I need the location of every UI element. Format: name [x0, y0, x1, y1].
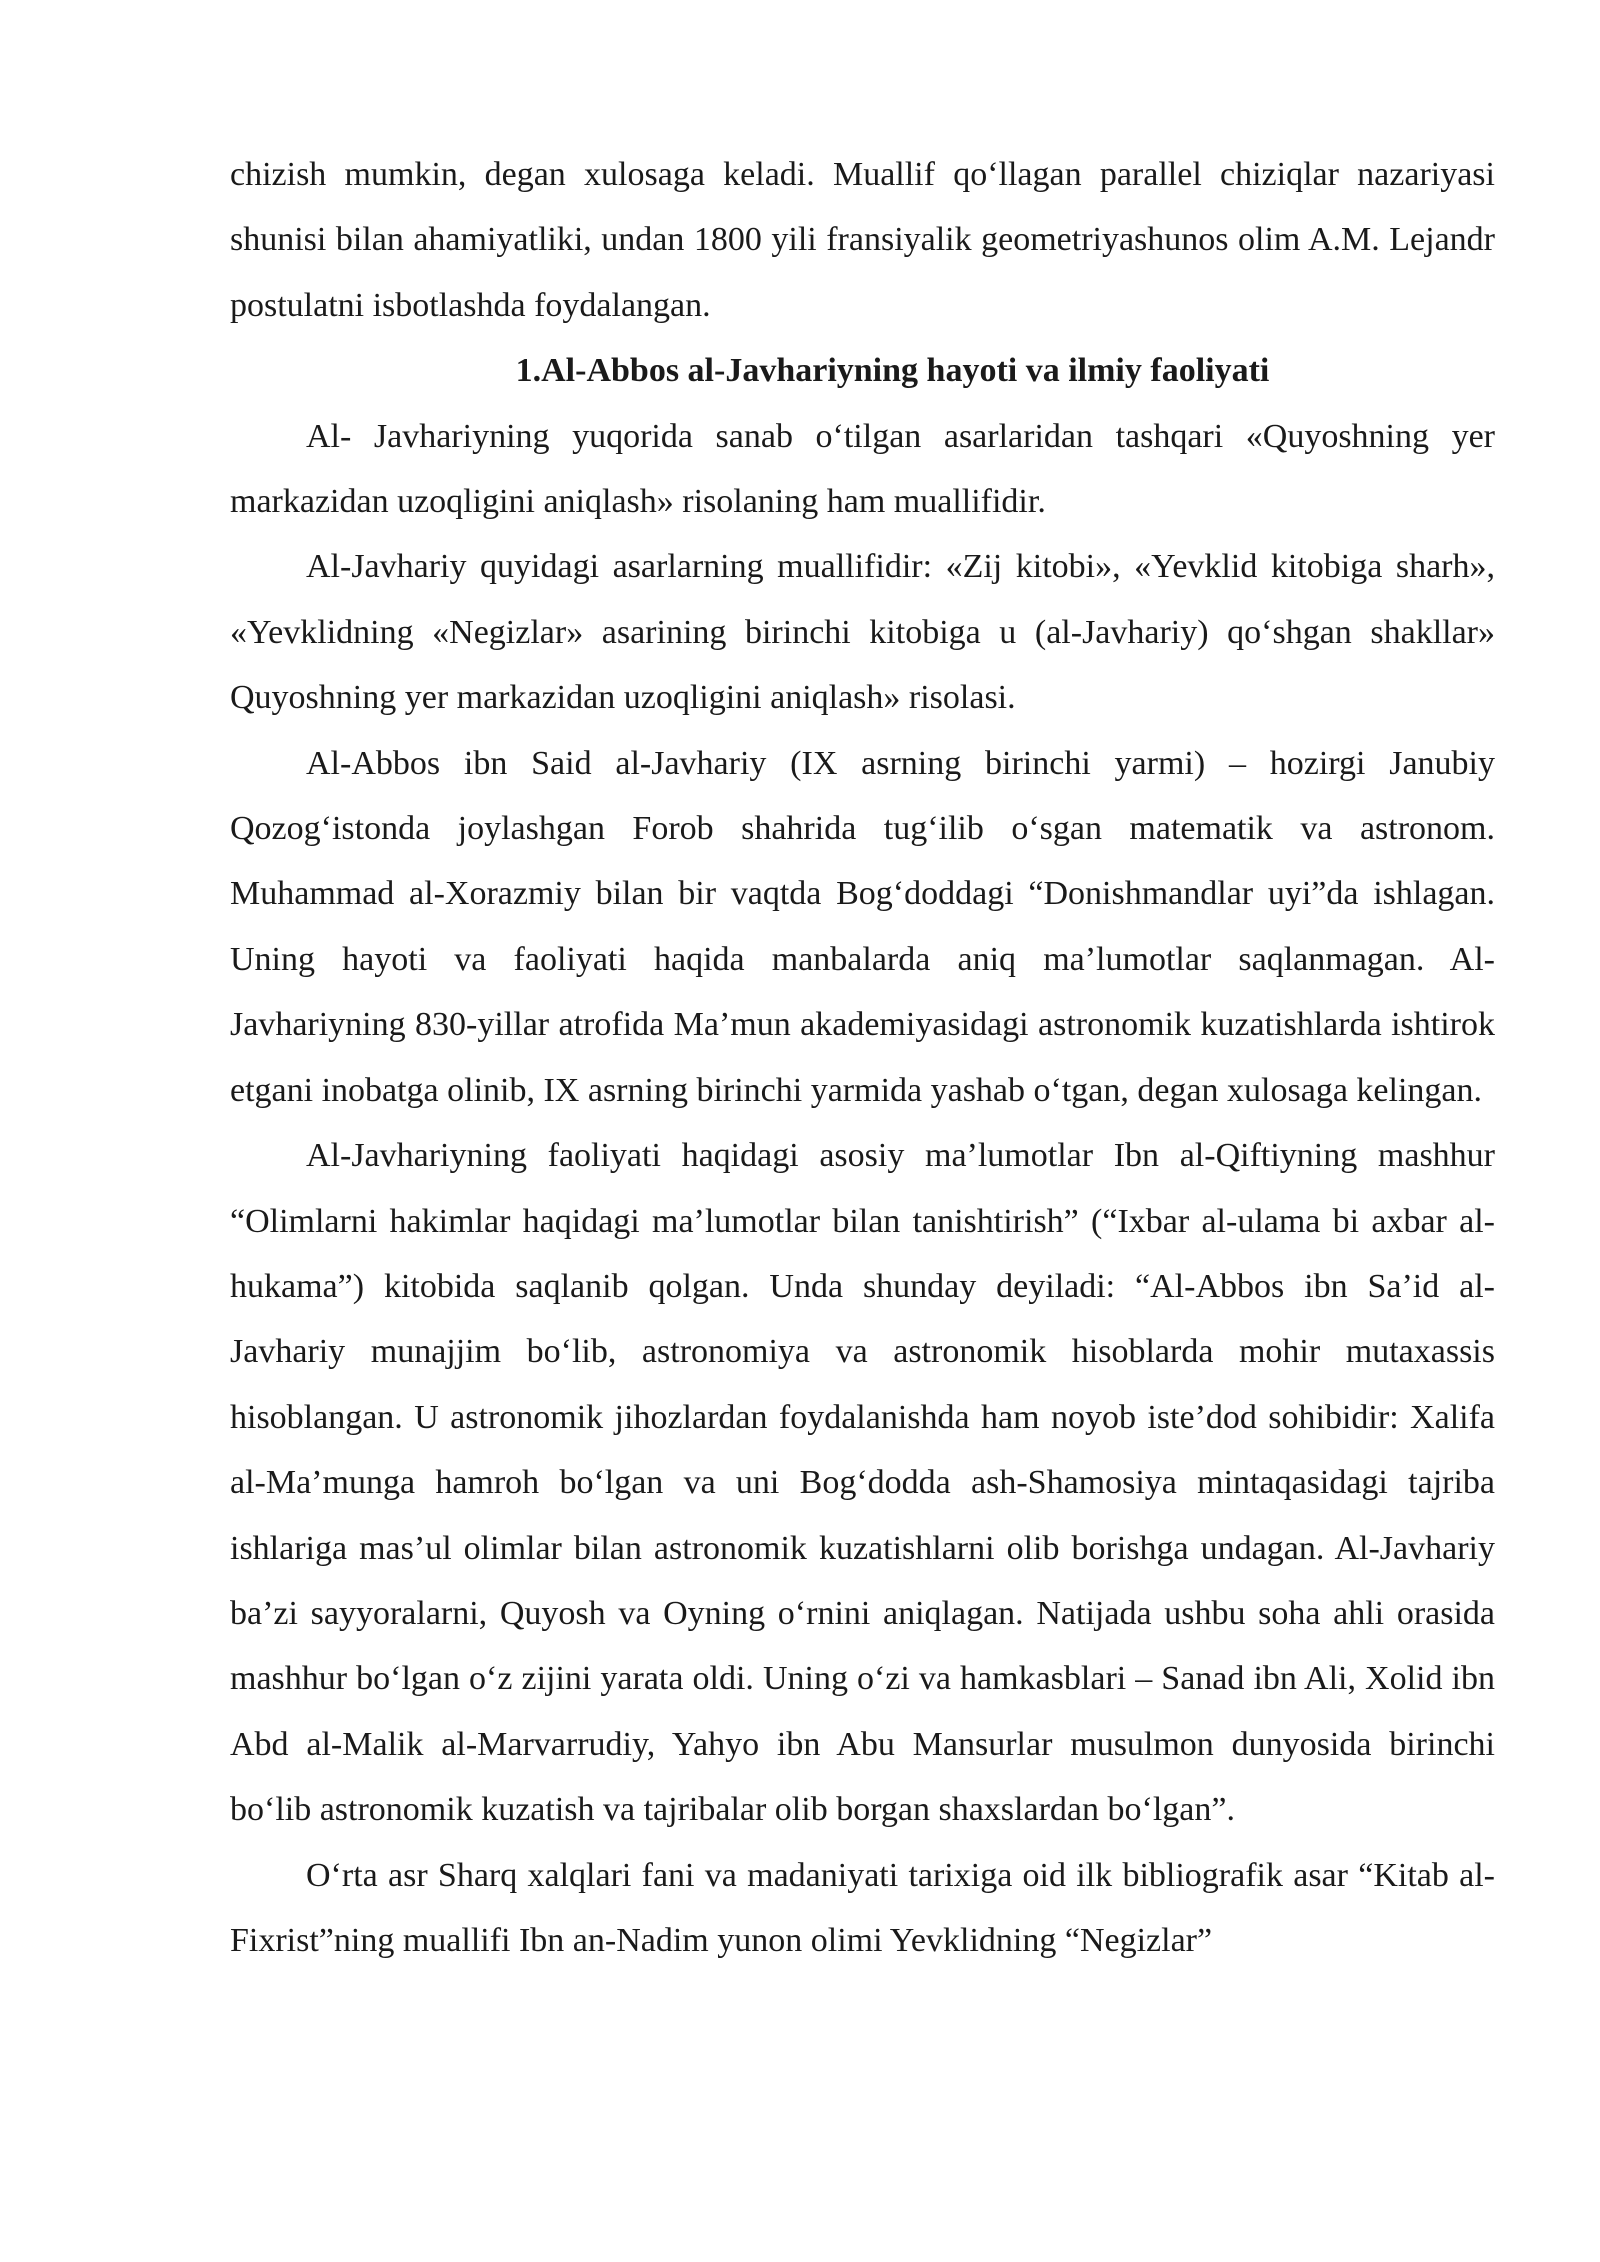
- document-page: [230, 142, 1495, 1973]
- paragraph-partial: O‘rta asr Sharq xalqlari fani va madaniyati tarixiga oid ilk bibliografik asar “Kitab al-Fixrist”ning muallifi Ibn an-Nadim yunon olimi Yevklidning “Negizlar”: [230, 1856, 1495, 1959]
- paragraph: Al-Javhariy quyidagi asarlarning muallifidir: «Zij kitobi», «Yevklid kitobiga sharh», «Yevklidning «Negizlar» asarining birinchi kitobiga u (al-Javhariy) qo‘shgan shakllar» Quyoshning yer markazidan uzoqligini aniqlash» risolasi.: [230, 548, 1495, 717]
- paragraph: Al-Javhariyning faoliyati haqidagi asosiy ma’lumotlar Ibn al-Qiftiyning mashhur “Olimlarni hakimlar haqidagi ma’lumotlar bilan tanishtirish” (“Ixbar al-ulama bi axbar al-hukama”) kitobida saqlanib qolgan. Unda shunday deyiladi: “Al-Abbos ibn Sa’id al-Javhariy munajjim bo‘lib, astronomiya va astronomik hisoblarda mohir mutaxassis hisoblangan. U astronomik jihozlardan foydalanishda ham noyob iste’dod sohibidir: Xalifa al-Ma’munga hamroh bo‘lgan va uni Bog‘dodda ash-Shamosiya mintaqasidagi tajriba ishlariga mas’ul olimlar bilan astronomik kuzatishlarni olib borishga undagan. Al-Javhariy ba’zi sayyoralarni, Quyosh va Oyning o‘rnini aniqlagan. Natijada ushbu soha ahli orasida mashhur bo‘lgan o‘z zijini yarata oldi. Uning o‘zi va hamkasblari – Sanad ibn Ali, Xolid ibn Abd al-Malik al-Marvarrudiy, Yahyo ibn Abu Mansurlar musulmon dunyosida birinchi bo‘lib astronomik kuzatish va tajribalar olib borgan shaxslardan bo‘lgan”.: [230, 1137, 1495, 1829]
- section-heading: 1.Al-Abbos al-Javhariyning hayoti va ilmiy faoliyati: [515, 352, 1270, 390]
- paragraph: Al- Javhariyning yuqorida sanab o‘tilgan asarlaridan tashqari «Quyoshning yer markazidan uzoqligini aniqlash» risolaning ham muallifidir.: [230, 417, 1495, 521]
- paragraph: Al-Abbos ibn Said al-Javhariy (IX asrning birinchi yarmi) – hozirgi Janubiy Qozog‘istonda joylashgan Forob shahrida tug‘ilib o‘sgan matematik va astronom. Muhammad al-Xorazmiy bilan bir vaqtda Bog‘doddagi “Donishmandlar uyi”da ishlagan. Uning hayoti va faoliyati haqida manbalarda aniq ma’lumotlar saqlanmagan. Al-Javhariyning 830-yillar atrofida Ma’mun akademiyasidagi astronomik kuzatishlarda ishtirok etgani inobatga olinib, IX asrning birinchi yarmida yashab o‘tgan, degan xulosaga kelingan.: [230, 744, 1495, 1109]
- paragraph-continuation: chizish mumkin, degan xulosaga keladi. Muallif qo‘llagan parallel chiziqlar nazariyasi shunisi bilan ahamiyatliki, undan 1800 yili fransiyalik geometriyashunos olim A.M. Lejandr postulatni isbotlashda foydalangan.: [230, 156, 1495, 324]
